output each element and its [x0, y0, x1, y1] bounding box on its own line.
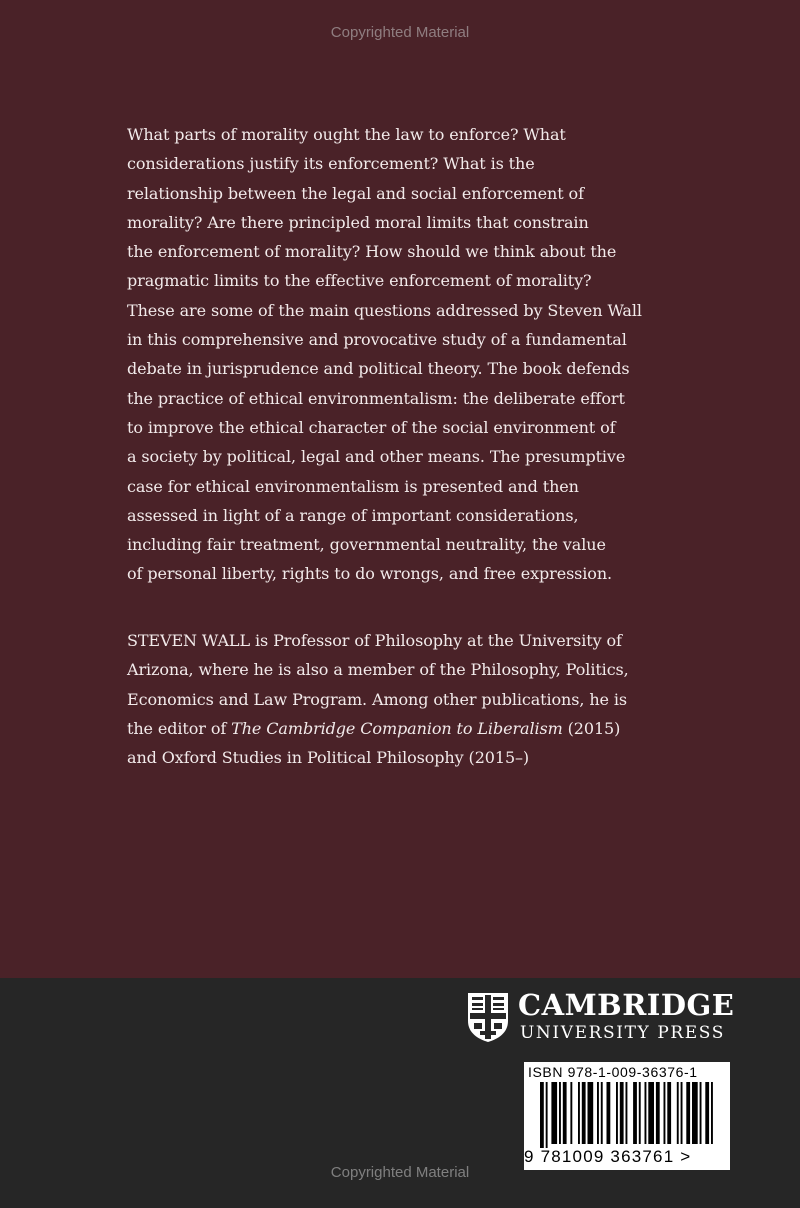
description-line: to improve the ethical character of the social environment of [127, 417, 616, 437]
barcode-bar [692, 1082, 698, 1144]
description-line: including fair treatment, governmental neutrality, the value [127, 535, 606, 555]
watermark-bottom: Copyrighted Material [330, 1164, 470, 1181]
bio-line: STEVEN WALL is Professor of Philosophy at the University of [127, 631, 622, 650]
description-line: morality? Are there principled moral limits that constrain [127, 212, 589, 232]
barcode-bar [546, 1082, 548, 1148]
barcode-bar [711, 1082, 713, 1144]
barcode-bar [620, 1082, 624, 1144]
publisher-name: CAMBRIDGE [518, 988, 735, 1022]
description-line: the practice of ethical environmentalism: the deliberate effort [127, 388, 625, 408]
barcode-bar [588, 1082, 594, 1144]
barcode-bar [705, 1082, 709, 1144]
publisher-logo [466, 988, 736, 1048]
barcode-bar [582, 1082, 586, 1144]
barcode-bar [597, 1082, 599, 1144]
barcode-bar [601, 1082, 603, 1144]
barcode-bar [578, 1082, 580, 1144]
barcode-bar [648, 1082, 654, 1144]
description-line: debate in jurisprudence and political theory. The book defends [127, 359, 630, 379]
description-line: What parts of morality ought the law to enforce? What [127, 125, 566, 144]
description-line: a society by political, legal and other means. The presumptive [127, 447, 626, 467]
isbn-barcode [524, 1062, 730, 1170]
description-line: pragmatic limits to the effective enforcement of morality? [127, 271, 592, 291]
barcode-bars [524, 1082, 730, 1148]
publisher-subtitle: UNIVERSITY PRESS [520, 1023, 725, 1043]
watermark-top: Copyrighted Material [330, 24, 470, 41]
barcode-bar [616, 1082, 618, 1144]
barcode-bar [639, 1082, 641, 1144]
barcode-bar [667, 1082, 671, 1144]
barcode-bar [626, 1082, 628, 1144]
cambridge-crest-icon [466, 991, 510, 1043]
description-line: case for ethical environmentalism is presented and then [127, 476, 579, 496]
description-line: of personal liberty, rights to do wrongs, and free expression. [127, 564, 613, 584]
bio-line: Economics and Law Program. Among other publications, he is [127, 689, 628, 709]
barcode-bar [686, 1082, 690, 1144]
barcode-bar [540, 1082, 544, 1148]
description-line: assessed in light of a range of important considerations, [127, 505, 579, 525]
barcode-bar [559, 1082, 561, 1144]
description-line: These are some of the main questions addressed by Steven Wall [127, 300, 642, 320]
barcode-bar [551, 1082, 557, 1144]
author-bio [127, 626, 629, 772]
description-line: the enforcement of morality? How should we think about the [127, 242, 617, 262]
barcode-bar [563, 1082, 567, 1144]
barcode-bar [607, 1082, 611, 1144]
barcode-bar [677, 1082, 679, 1144]
description-line: relationship between the legal and social enforcement of [127, 183, 584, 203]
companion-title: The Cambridge Companion to Liberalism [231, 718, 563, 738]
barcode-bar [645, 1082, 647, 1144]
barcode-digits: 9 781009 363761 > [524, 1147, 692, 1166]
book-description [127, 120, 642, 589]
bio-line: and Oxford Studies in Political Philosophy (2015–) [127, 748, 530, 768]
bio-line-suffix: (2015) [562, 718, 621, 738]
barcode-bar [700, 1082, 702, 1144]
barcode-bar [681, 1082, 683, 1144]
barcode-bar [633, 1082, 637, 1144]
bio-line-prefix: the editor of [127, 718, 232, 738]
description-line: considerations justify its enforcement? What is the [127, 154, 535, 174]
description-line: in this comprehensive and provocative study of a fundamental [127, 330, 627, 350]
bio-line [127, 714, 621, 743]
barcode-bar [570, 1082, 572, 1144]
barcode-bar [656, 1082, 660, 1144]
barcode-bar [664, 1082, 666, 1144]
bio-line: Arizona, where he is also a member of the Philosophy, Politics, [127, 660, 629, 680]
isbn-label: ISBN 978-1-009-36376-1 [528, 1064, 698, 1080]
